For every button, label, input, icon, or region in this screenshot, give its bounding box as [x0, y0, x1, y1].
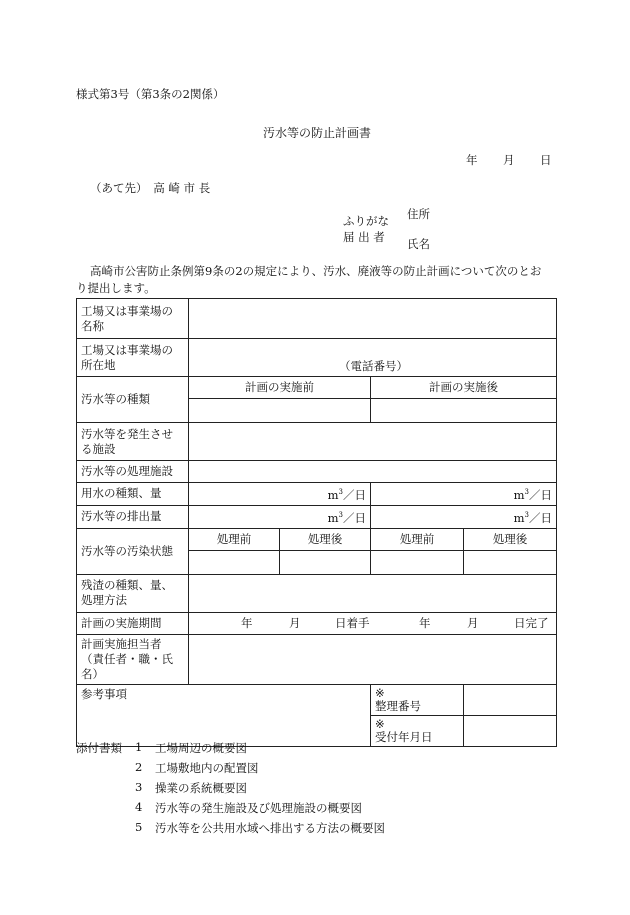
- water-amount-after-field[interactable]: [371, 483, 557, 506]
- attachment-text-5: 汚水等を公共用水域へ排出する方法の概要図: [155, 821, 385, 835]
- before-plan-after-treatment: 処理後: [280, 528, 371, 550]
- before-plan-header: 計画の実施前: [189, 377, 371, 399]
- file-number-text: 整理番号: [375, 698, 421, 713]
- person-in-charge-field[interactable]: [189, 634, 557, 684]
- receipt-date-field[interactable]: [464, 715, 557, 746]
- unit-m3: m: [513, 487, 525, 502]
- pollution-after-after-field[interactable]: [464, 550, 557, 574]
- reference-label: 参考事項: [81, 686, 127, 701]
- pollution-before-after-field[interactable]: [280, 550, 371, 574]
- wastewater-type-before-field[interactable]: [189, 399, 371, 423]
- attachment-text-2: 工場敷地内の配置図: [155, 761, 259, 775]
- unit-sup: 3: [338, 488, 343, 496]
- unit-sup: 3: [524, 510, 530, 519]
- discharge-amount-label: 汚水等の排出量: [77, 505, 189, 528]
- attachment-text-3: 操業の系統概要図: [155, 781, 247, 795]
- discharge-before-field[interactable]: [189, 505, 371, 528]
- attachment-num-5: 5: [135, 820, 143, 834]
- unit-m3: m: [327, 487, 339, 502]
- applicant-label: 届 出 者: [343, 230, 385, 244]
- wastewater-type-label: 汚水等の種類: [77, 377, 189, 423]
- attachment-text-4: 汚水等の発生施設及び処理施設の概要図: [155, 801, 362, 815]
- factory-name-field[interactable]: [189, 299, 557, 339]
- receipt-date-text: 受付年月日: [375, 729, 433, 744]
- unit-per-day: ／日: [343, 487, 366, 502]
- attachment-num-2: 2: [135, 760, 143, 774]
- before-plan-before-treatment: 処理前: [189, 528, 280, 550]
- period-start-day: 日着手: [335, 615, 370, 630]
- period-start-year: 年: [241, 615, 253, 630]
- unit-m3: m: [327, 510, 339, 525]
- unit-per-day: ／日: [529, 487, 553, 502]
- residue-field[interactable]: [189, 574, 557, 612]
- file-number-field[interactable]: [464, 684, 557, 715]
- addressee: （あて先） 高 崎 市 長: [90, 181, 211, 195]
- period-label: 計画の実施期間: [77, 612, 189, 634]
- row-wastewater-type-header: [77, 377, 557, 399]
- wastewater-type-after-field[interactable]: [371, 399, 557, 423]
- row-treatment-facility: [77, 461, 557, 483]
- period-field[interactable]: [189, 612, 557, 634]
- name-label: 氏名: [407, 237, 430, 251]
- plan-form-table: [76, 298, 557, 747]
- after-plan-before-treatment: 処理前: [371, 528, 464, 550]
- date-year: 年: [466, 153, 478, 167]
- furigana-label: ふりがな: [343, 214, 389, 228]
- factory-name-label: 工場又は事業場の名称: [77, 299, 189, 339]
- period-end-day: 日完了: [514, 615, 549, 630]
- row-water-type-amount: [77, 483, 557, 506]
- attachment-num-4: 4: [135, 800, 143, 814]
- phone-label: （電話番号）: [339, 359, 408, 373]
- factory-location-field[interactable]: [189, 339, 557, 377]
- pollution-after-before-field[interactable]: [371, 550, 464, 574]
- attachment-num-3: 3: [135, 780, 143, 794]
- factory-location-label: 工場又は事業場の所在地: [77, 339, 189, 377]
- period-end-month: 月: [467, 615, 479, 630]
- date-day: 日: [540, 153, 552, 167]
- residue-label: 残渣の種類、量、処理方法: [77, 574, 189, 612]
- intro-text-line1: 高崎市公害防止条例第9条の2の規定により、汚水、廃液等の防止計画について次のとお: [90, 264, 542, 278]
- file-number-label: [371, 684, 464, 715]
- unit-per-day: ／日: [343, 510, 366, 525]
- row-period: [77, 612, 557, 634]
- note-mark: ※: [375, 685, 385, 700]
- treatment-facility-field[interactable]: [189, 461, 557, 483]
- note-mark: ※: [375, 716, 385, 731]
- period-start-month: 月: [289, 615, 301, 630]
- row-residue: [77, 574, 557, 612]
- person-in-charge-label: 計画実施担当者（責任者・職・氏名）: [77, 634, 189, 684]
- row-factory-name: [77, 299, 557, 339]
- generating-facility-field[interactable]: [189, 423, 557, 461]
- unit-sup: 3: [338, 510, 343, 519]
- unit-m3: m: [513, 510, 525, 525]
- after-plan-header: 計画の実施後: [371, 377, 557, 399]
- reference-field[interactable]: [77, 684, 371, 746]
- period-end-year: 年: [419, 615, 431, 630]
- row-pollution-state-header: [77, 528, 557, 550]
- row-reference-top: [77, 684, 557, 715]
- pollution-state-label: 汚水等の汚染状態: [77, 528, 189, 574]
- attachment-num-1: 1: [135, 740, 143, 754]
- discharge-after-field[interactable]: [371, 505, 557, 528]
- attachment-text-1: 工場周辺の概要図: [155, 741, 247, 755]
- treatment-facility-label: 汚水等の処理施設: [77, 461, 189, 483]
- attachments-label: 添付書類: [76, 741, 122, 755]
- receipt-date-label: [371, 715, 464, 746]
- water-type-amount-label: 用水の種類、量: [77, 483, 189, 506]
- row-factory-location: [77, 339, 557, 377]
- water-amount-before-field[interactable]: [189, 483, 371, 506]
- form-number: 様式第3号（第3条の2関係）: [76, 87, 225, 101]
- unit-sup: 3: [524, 488, 530, 496]
- intro-text-line2: り提出します。: [76, 281, 156, 295]
- pollution-before-before-field[interactable]: [189, 550, 280, 574]
- document-title: 汚水等の防止計画書: [263, 126, 372, 140]
- unit-per-day: ／日: [529, 510, 553, 525]
- address-label: 住所: [407, 207, 430, 221]
- date-month: 月: [503, 153, 515, 167]
- row-person-in-charge: [77, 634, 557, 684]
- row-generating-facility: [77, 423, 557, 461]
- after-plan-after-treatment: 処理後: [464, 528, 557, 550]
- generating-facility-label: 汚水等を発生させる施設: [77, 423, 189, 461]
- row-discharge-amount: [77, 505, 557, 528]
